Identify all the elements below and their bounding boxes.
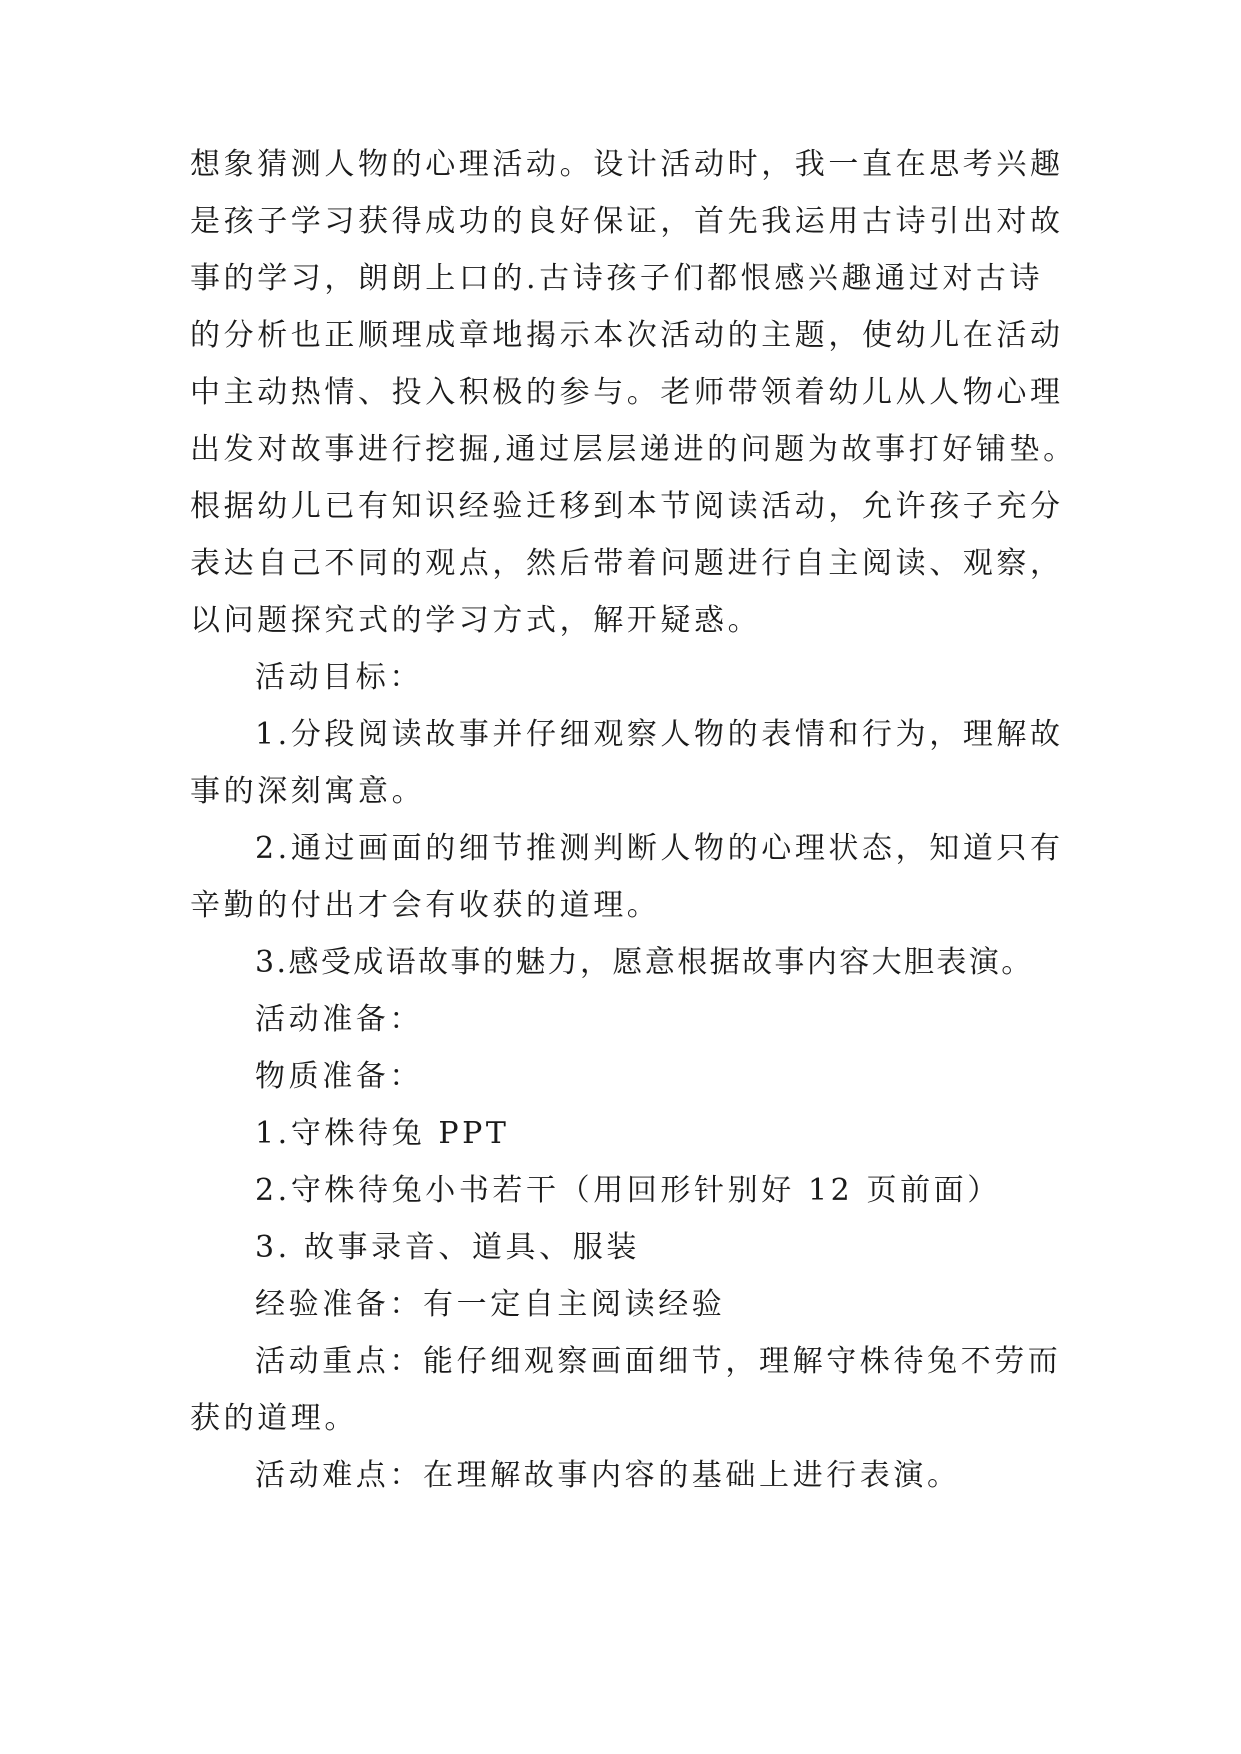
key-point: 活动重点：能仔细观察画面细节，理解守株待兔不劳而	[255, 1344, 1062, 1379]
paragraph-line: 根据幼儿已有知识经验迁移到本节阅读活动，允许孩子充分	[190, 489, 1064, 524]
paragraph-line: 表达自己不同的观点，然后带着问题进行自主阅读、观察，	[190, 546, 1064, 581]
paragraph-line: 以问题探究式的学习方式，解开疑惑。	[190, 603, 762, 638]
material-heading: 物质准备：	[255, 1059, 423, 1094]
goal-item-2-continued: 辛勤的付出才会有收获的道理。	[190, 888, 661, 923]
goal-item-1-continued: 事的深刻寓意。	[190, 774, 426, 809]
paragraph-line: 的分析也正顺理成章地揭示本次活动的主题，使幼儿在活动	[190, 318, 1064, 353]
difficulty-point: 活动难点：在理解故事内容的基础上进行表演。	[255, 1458, 961, 1493]
experience-preparation: 经验准备：有一定自主阅读经验	[255, 1287, 726, 1322]
material-item-2: 2.守株待兔小书若干（用回形针别好 12 页前面）	[255, 1173, 1001, 1208]
material-item-1: 1.守株待兔 PPT	[255, 1116, 510, 1151]
paragraph-line: 中主动热情、投入积极的参与。老师带领着幼儿从人物心理	[190, 375, 1064, 410]
paragraph-line: 想象猜测人物的心理活动。设计活动时，我一直在思考兴趣	[190, 147, 1064, 182]
key-point-continued: 获的道理。	[190, 1401, 358, 1436]
paragraph-line: 是孩子学习获得成功的良好保证，首先我运用古诗引出对故	[190, 204, 1064, 239]
goal-item-2: 2.通过画面的细节推测判断人物的心理状态，知道只有	[255, 831, 1064, 866]
material-item-3: 3. 故事录音、道具、服装	[255, 1230, 640, 1265]
preparation-heading: 活动准备：	[255, 1002, 423, 1037]
goal-item-3: 3.感受成语故事的魅力，愿意根据故事内容大胆表演。	[255, 945, 1034, 980]
goals-heading: 活动目标：	[255, 660, 423, 695]
paragraph-line: 事的学习，朗朗上口的.古诗孩子们都恨感兴趣通过对古诗	[190, 261, 1044, 296]
paragraph-line: 出发对故事进行挖掘,通过层层递进的问题为故事打好铺垫。	[190, 432, 1077, 467]
goal-item-1: 1.分段阅读故事并仔细观察人物的表情和行为，理解故	[255, 717, 1064, 752]
